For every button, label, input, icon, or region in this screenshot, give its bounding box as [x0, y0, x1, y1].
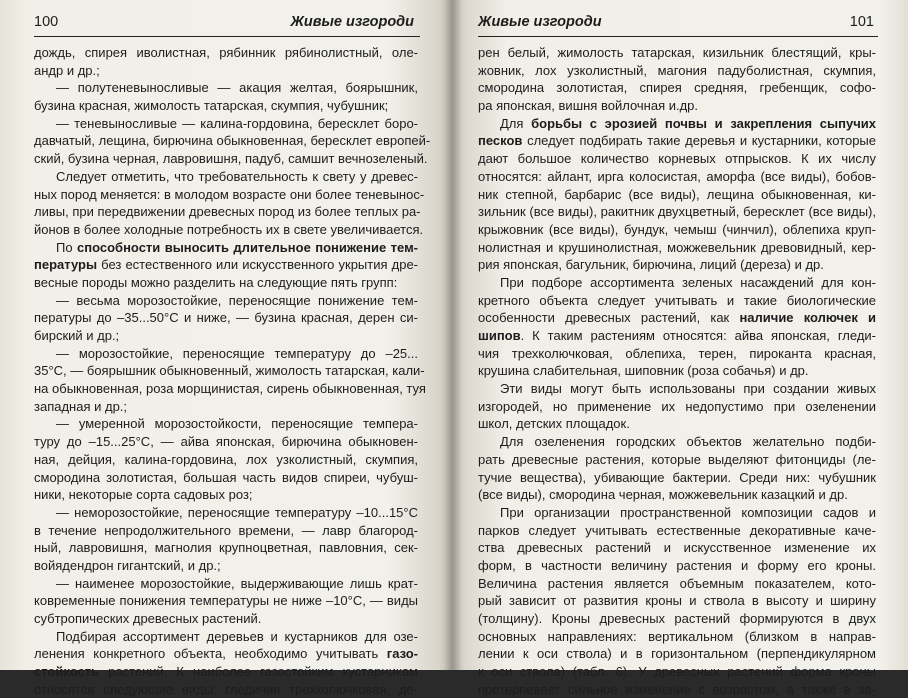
text-line: [478, 486, 876, 504]
text-run: парков следует учитывать естественные декоративные каче-: [478, 522, 876, 538]
text-run: к оси ствола) (табл. 6). У древесных растений форма кроны: [478, 664, 876, 680]
text-run: туру до –15...25°С, — айва японская, бирючина обыкновен-: [34, 434, 418, 450]
text-line: [34, 628, 418, 646]
header-rule: [34, 36, 420, 37]
text-run: относятся следующие виды: гледичия трехколючковая, де-: [34, 681, 418, 697]
text-run: субтропических древесных растений.: [34, 611, 262, 626]
text-run: По: [56, 239, 78, 255]
text-line: [34, 44, 418, 62]
text-line: [478, 610, 876, 628]
text-line: [34, 150, 428, 168]
text-run: ра японская, вишня войлочная и.др.: [478, 98, 699, 114]
text-line: [34, 469, 418, 487]
text-line: [34, 663, 418, 681]
text-run: — морозостойкие, переносящие температуру до –25...: [56, 345, 418, 361]
page-number: 101: [849, 14, 874, 30]
bold-term: стойкость: [34, 664, 100, 680]
text-run: (все виды), смородина черная, можжевельник казацкий и др.: [478, 487, 848, 503]
text-run: ных пород меняется: в молодом возрасте они более теневынос-: [34, 186, 425, 202]
text-line: [34, 522, 418, 540]
text-run: лении к оси ствола) и в горизонтальном (перпендикулярном: [478, 646, 876, 662]
text-run: западная и др.;: [34, 398, 128, 414]
text-line: [34, 451, 418, 469]
text-line: [34, 292, 418, 310]
text-line: [478, 44, 876, 62]
text-run: форм, в частности величину растения и форму его кроны.: [478, 557, 876, 573]
text-line: [34, 645, 418, 663]
text-run: давчатый, лещина, бирючина обыкновенная, бересклет европей-: [34, 133, 431, 149]
text-line: [478, 645, 876, 663]
text-line: [478, 433, 876, 451]
text-line: [34, 398, 418, 416]
text-line: [34, 433, 418, 451]
text-line: [478, 239, 876, 257]
right-page: [452, 0, 908, 697]
bold-term: борьбы с эрозией почвы и закрепления сыпучих: [531, 115, 876, 131]
text-line: [34, 610, 418, 628]
text-run: растений. К наиболее газостойким кустарникам: [99, 664, 418, 680]
text-run: — весьма морозостойкие, переносящие понижение тем-: [56, 292, 418, 308]
text-run: ники, некоторые сорта садовых роз;: [34, 487, 253, 503]
text-line: [34, 557, 418, 575]
text-line: [478, 557, 876, 575]
text-run: смородина золотистая, большая часть видов спиреи, чубуш-: [34, 469, 418, 485]
text-run: рать древесные растения, которые выделяют фитонциды (ле-: [478, 451, 876, 467]
text-run: . К таким растениям относятся: айва японская, гледи-: [520, 328, 876, 343]
text-run: чия трехколючковая, облепиха, терен, пироканта красная,: [478, 345, 876, 361]
text-run: Следует отметить, что требовательность к свету у древес-: [56, 168, 418, 184]
text-run: зильник (все виды), ракитник двухцветный, бересклет (все виды),: [478, 204, 876, 220]
text-run: относятся: айлант, ирга колосистая, аморфа (все виды), бобов-: [478, 168, 876, 184]
text-run: дают большое количество корневых отпрысков. К их числу: [478, 151, 876, 167]
text-run: ленения конкретного объекта, необходимо учитывать: [34, 646, 387, 662]
text-line: [34, 274, 418, 292]
text-line: [478, 274, 876, 292]
text-run: Эти виды могут быть использованы при создании живых: [500, 381, 876, 397]
text-line: [34, 132, 431, 150]
text-run: нолистная и крушинолистная, можжевельник древовидный, кер-: [478, 239, 876, 255]
text-line: [478, 309, 876, 327]
text-line: [478, 398, 876, 416]
text-run: рия японская, багульник, бирючина, лиций (дереза) и др.: [478, 257, 824, 273]
text-line: [34, 79, 418, 97]
text-line: [478, 522, 876, 540]
text-run: — полутеневыносливые — акация желтая, боярышник,: [56, 80, 418, 96]
text-line: [478, 256, 876, 274]
text-line: [478, 221, 876, 239]
text-line: [34, 345, 418, 363]
text-line: [478, 150, 876, 168]
text-run: — наименее морозостойкие, выдерживающие лишь крат-: [56, 575, 418, 591]
text-line: [34, 575, 418, 593]
text-run: ный, лавровишня, магнолия крупноцветная, павловния, сек-: [34, 540, 418, 556]
text-line: [34, 203, 421, 221]
text-run: претерпевает сильное изменение с возрастом, а также в за-: [478, 681, 876, 697]
text-run: (толщину). Кроны древесных растений формируются в двух: [478, 611, 876, 626]
text-run: рый зависит от развития кроны и ствола в высоту и ширину: [478, 593, 876, 609]
text-run: ная, дейция, калина-гордовина, лох узколистный, скумпия,: [34, 451, 418, 467]
text-line: [478, 203, 876, 221]
text-line: [478, 97, 876, 115]
bold-term: шипов: [478, 328, 521, 343]
text-line: [478, 115, 876, 133]
text-run: следует подбирать такие деревья и кустарники, которые: [522, 133, 876, 149]
text-line: [478, 504, 876, 522]
text-line: [34, 327, 418, 345]
text-run: — умеренной морозостойкости, переносящие темпера-: [56, 416, 418, 432]
running-title: Живые изгороди: [290, 14, 414, 30]
text-line: [34, 256, 418, 274]
bold-term: песков: [478, 133, 523, 149]
text-line: [478, 345, 876, 363]
text-line: [34, 362, 425, 380]
text-run: крушина слабительная, шиповник (роза собачья) и др.: [478, 363, 809, 379]
text-line: [478, 628, 876, 646]
text-line: [478, 168, 876, 186]
text-run: весные породы можно разделить на следующие пять групп:: [34, 274, 398, 290]
text-run: При организации пространственной композиции садов и: [500, 504, 876, 520]
text-run: особенности древесных растений, как: [478, 310, 740, 326]
text-run: бузина красная, жимолость татарская, скумпия, чубушник;: [34, 98, 389, 114]
text-run: ливы, при передвижении древесных пород из более теплых ра-: [34, 204, 421, 220]
text-run: жовник, лох узколистный, магония падуболистная, скумпия,: [478, 62, 876, 78]
text-run: в течение непродолжительного времени, — лавр благород-: [34, 522, 418, 538]
bold-term: пературы: [34, 257, 98, 273]
text-line: [478, 469, 876, 487]
text-run: Для: [500, 115, 532, 131]
text-line: [34, 486, 418, 504]
text-run: изгородей, но применение их недопустимо при озеленении: [478, 398, 876, 414]
text-run: войядендрон гигантский, и др.;: [34, 557, 221, 573]
text-run: ский, бузина черная, лавровишня, падуб, самшит вечнозеленый.: [34, 151, 428, 167]
text-run: 35°С, — боярышник обыкновенный, жимолость татарская, кали-: [34, 363, 425, 379]
text-run: тучие вещества), убивающие бактерии. Среди них: чубушник: [478, 469, 876, 485]
header-rule: [478, 36, 878, 37]
text-run: ник степной, барбарис (все виды), лещина обыкновенная, ки-: [478, 186, 876, 202]
text-line: [478, 575, 876, 593]
text-line: [34, 681, 418, 698]
text-line: [34, 380, 426, 398]
text-line: [478, 451, 876, 469]
text-run: Для озеленения городских объектов желательно подби-: [500, 434, 876, 450]
bold-term: наличие колючек и: [739, 310, 876, 326]
text-line: [34, 504, 418, 522]
running-header: [478, 14, 878, 36]
text-line: [34, 309, 418, 327]
book-gutter: [444, 0, 462, 670]
text-line: [478, 362, 876, 380]
text-run: андр и др.;: [34, 62, 100, 78]
text-line: [34, 97, 418, 115]
text-run: бирский и др.;: [34, 328, 120, 343]
text-line: [478, 592, 876, 610]
text-run: ства древесных растений и искусственное изменение их: [478, 540, 876, 556]
page-body: [34, 44, 431, 698]
text-run: кретного объекта следует учитывать и такие биологические: [478, 292, 876, 308]
text-line: [478, 292, 876, 310]
text-line: [478, 415, 876, 433]
text-run: — теневыносливые — калина-гордовина, бересклет боро-: [56, 115, 418, 131]
text-line: [478, 539, 876, 557]
text-run: Подбирая ассортимент деревьев и кустарников для озе-: [56, 628, 418, 644]
text-run: ковременные понижения температуры не ниже –10°С, — виды: [34, 593, 418, 609]
text-line: [34, 186, 425, 204]
text-line: [478, 79, 876, 97]
text-line: [34, 592, 418, 610]
text-line: [478, 186, 876, 204]
text-run: Величина растения является объемным показателем, кото-: [478, 575, 876, 591]
bold-term: газо-: [386, 646, 418, 662]
page-body: [478, 44, 876, 698]
page-number: 100: [34, 14, 59, 30]
text-line: [478, 681, 876, 698]
running-title: Живые изгороди: [478, 14, 602, 30]
text-line: [34, 415, 418, 433]
left-page: [0, 0, 452, 697]
text-run: на обыкновенная, роза морщинистая, сирень обыкновенная, туя: [34, 381, 426, 397]
text-line: [478, 380, 876, 398]
text-run: дождь, спирея иволистная, рябинник рябинолистный, оле-: [34, 45, 418, 60]
text-run: йонов в более холодные потребность их в свете увеличивается.: [34, 221, 424, 237]
text-run: пературы до –35...50°С и ниже, — бузина красная, дерен си-: [34, 310, 418, 326]
text-line: [34, 239, 418, 257]
text-line: [478, 663, 876, 681]
text-line: [34, 539, 418, 557]
text-run: рен белый, жимолость татарская, кизильник блестящий, кры-: [478, 45, 876, 60]
text-run: — неморозостойкие, переносящие температуру –10...15°С: [56, 504, 418, 520]
text-run: основных направлениях: вертикальном (близком в направ-: [478, 628, 876, 644]
text-line: [34, 168, 418, 186]
running-header: [34, 14, 420, 36]
bold-term: способности выносить длительное понижение тем-: [77, 239, 419, 255]
text-line: [34, 115, 418, 133]
text-run: без естественного или искусственного укрытия дре-: [97, 257, 418, 273]
text-line: [478, 327, 876, 345]
text-run: смородина золотистая, спирея средняя, гребенщик, софо-: [478, 80, 876, 96]
text-line: [478, 132, 876, 150]
text-line: [478, 62, 876, 80]
text-run: При подборе ассортимента зеленых насаждений для кон-: [500, 274, 876, 290]
text-line: [34, 221, 424, 239]
text-line: [34, 62, 418, 80]
text-run: крыжовник (все виды), бундук, чемыш (чинчил), облепиха круп-: [478, 221, 876, 237]
text-run: школ, детских площадок.: [478, 416, 630, 432]
